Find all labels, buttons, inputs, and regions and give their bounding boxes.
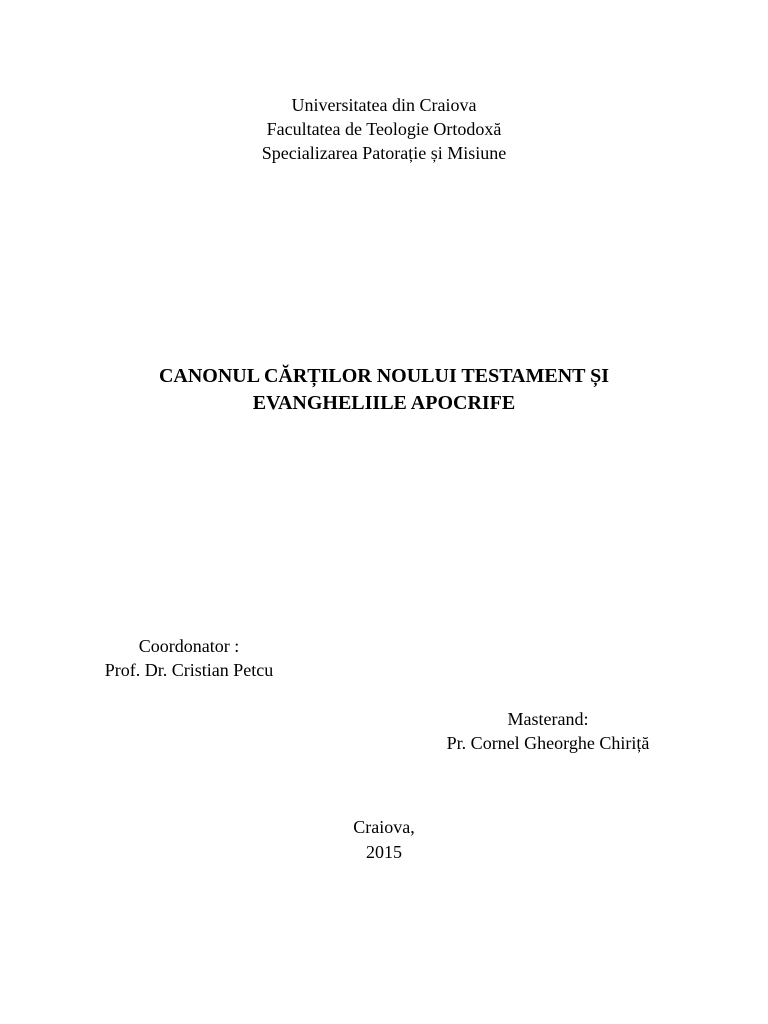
student-block: [414, 707, 682, 755]
student-label: Masterand:: [507, 709, 589, 729]
footer-year: 2015: [366, 842, 402, 862]
specialization-name: Specializarea Patorație și Misiune: [261, 143, 507, 163]
footer-city: Craiova,: [353, 817, 415, 837]
student-name: Pr. Cornel Gheorghe Chiriță: [446, 733, 650, 753]
university-name: Universitatea din Craiova: [291, 95, 477, 115]
coordinator-name: Prof. Dr. Cristian Petcu: [104, 660, 274, 680]
coordinator-block: [80, 634, 298, 682]
faculty-name: Facultatea de Teologie Ortodoxă: [266, 119, 502, 139]
thesis-title-line-1: CANONUL CĂRȚILOR NOULUI TESTAMENT ȘI: [158, 365, 610, 387]
coordinator-label: Coordonator :: [138, 636, 240, 656]
thesis-title-line-2: EVANGHELIILE APOCRIFE: [252, 392, 516, 414]
